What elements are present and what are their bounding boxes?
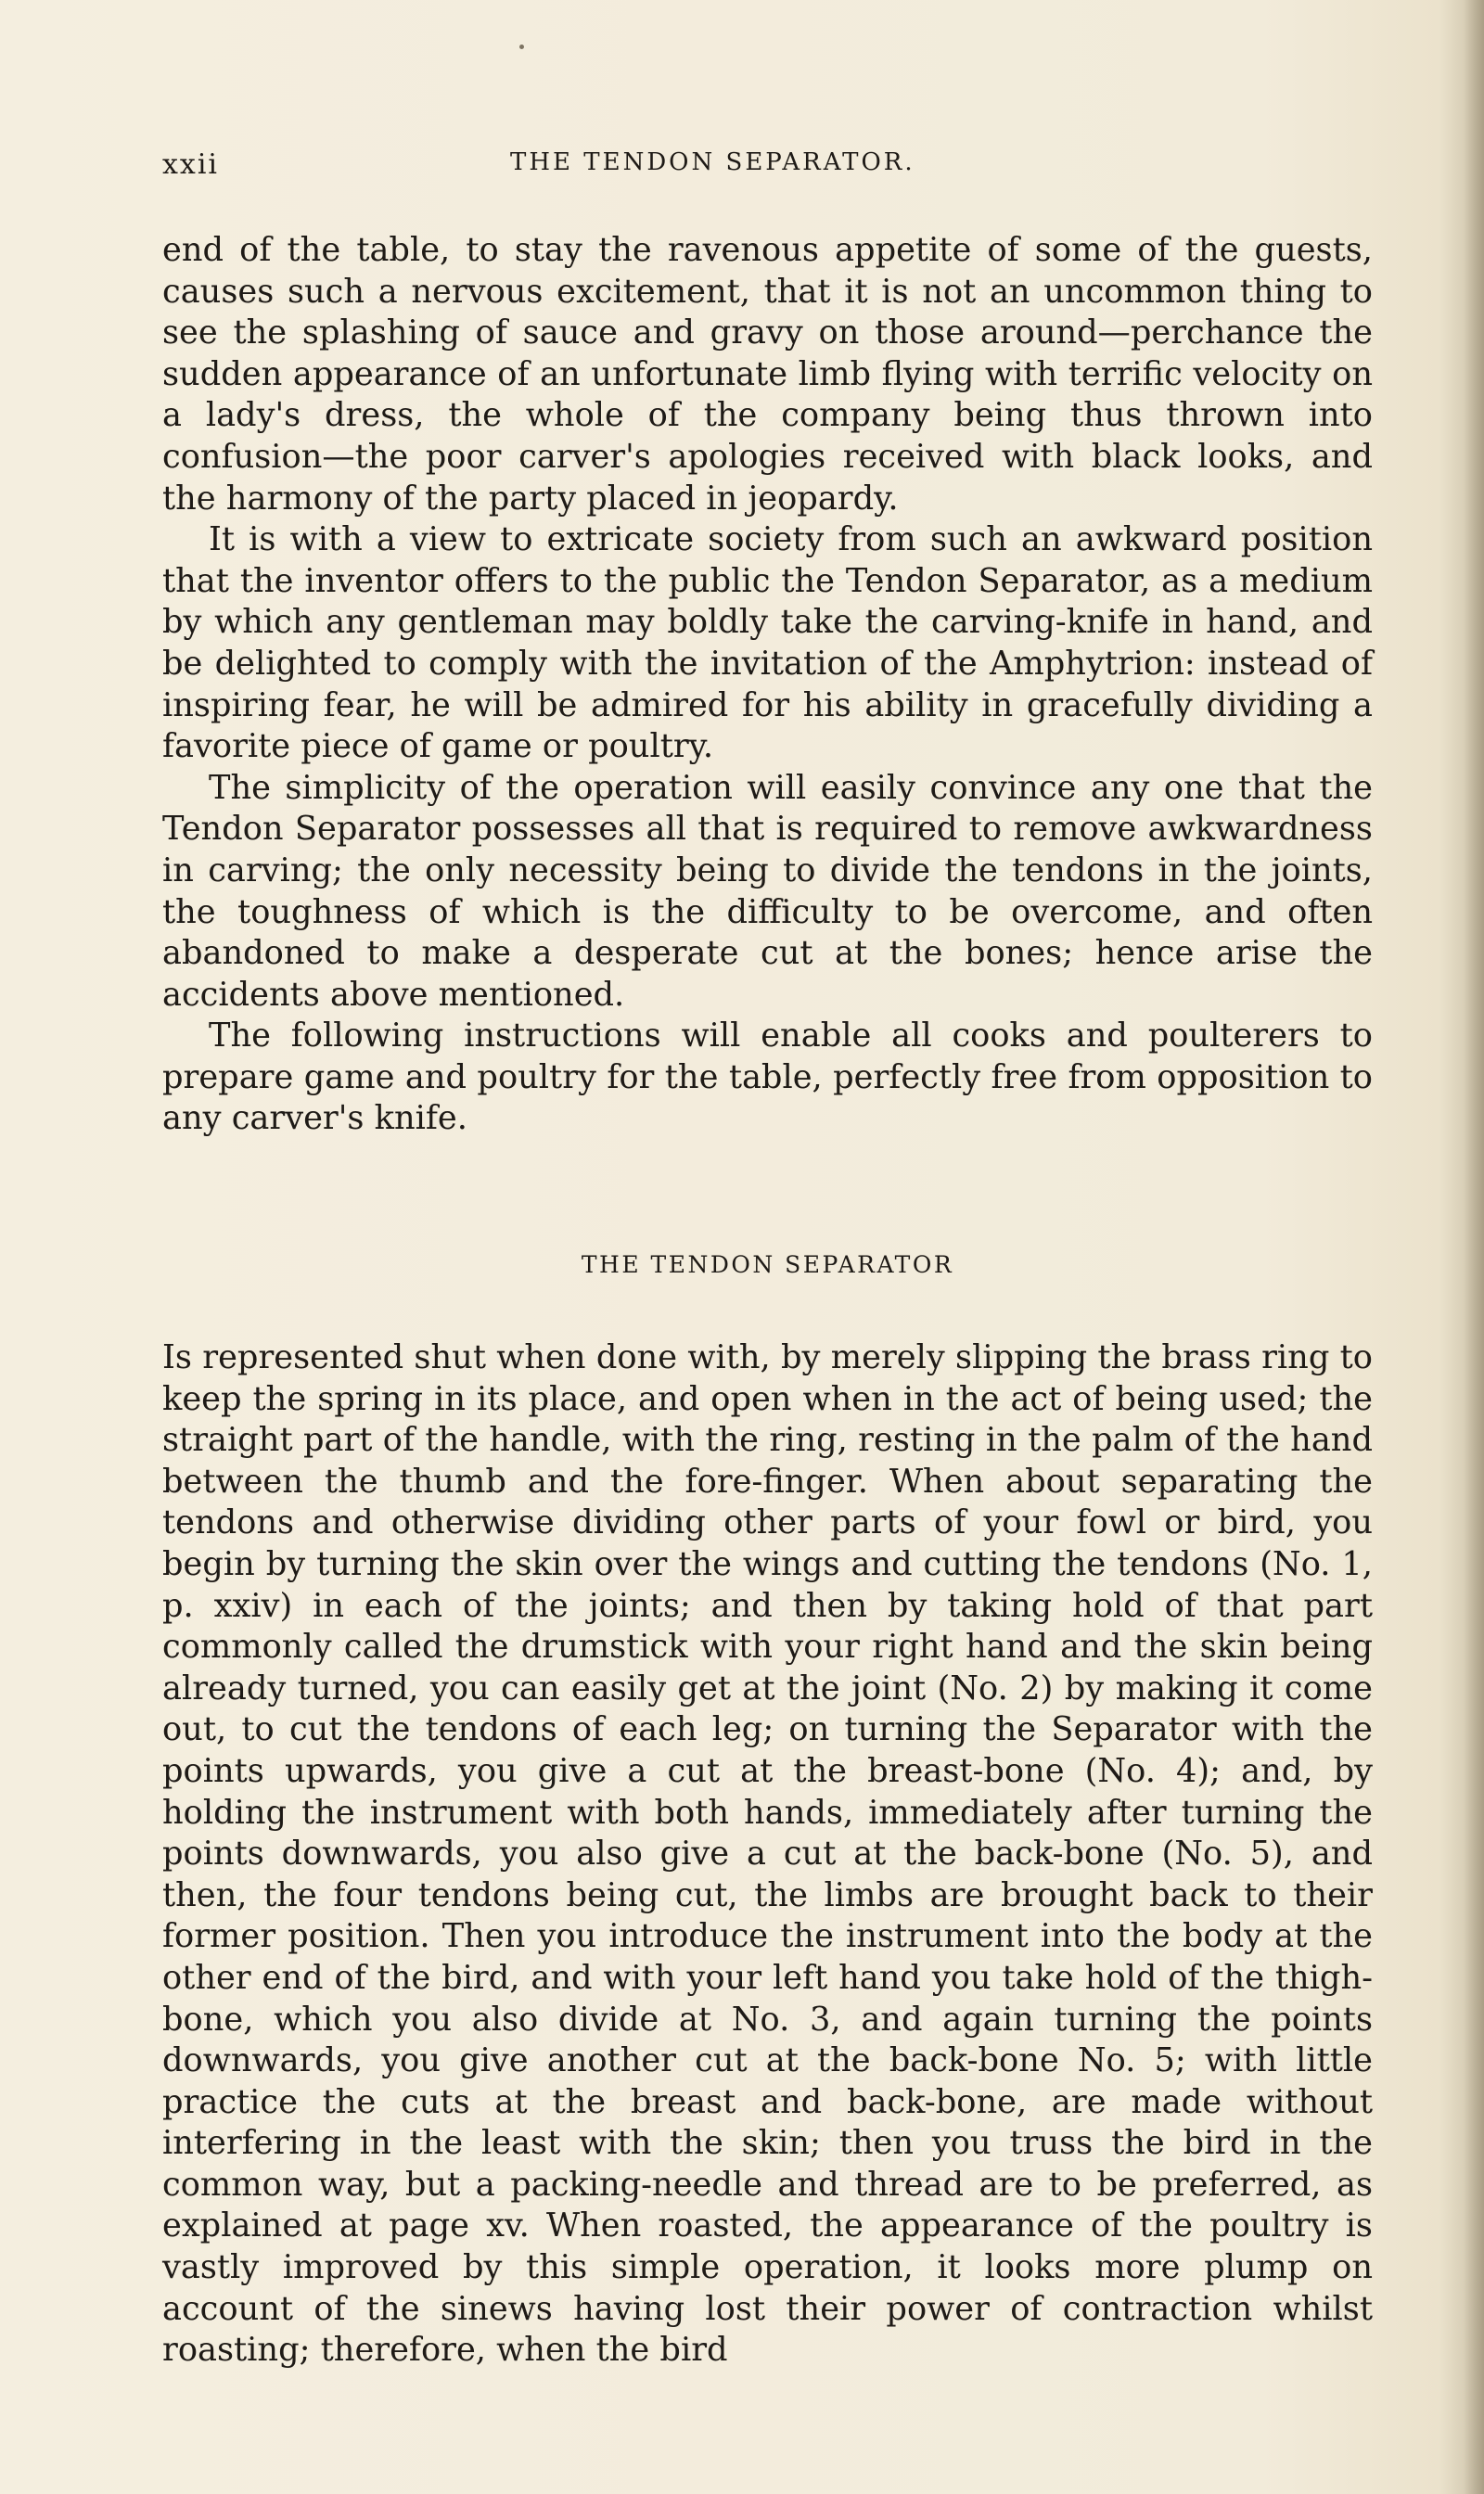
section-body (162, 1337, 1373, 2372)
paragraph-continuation: end of the table, to stay the ravenous appetite of some of the guests, causes such a nervous excitement, that it is not an uncommon thing to see the splashing of sauce and gravy on those around—perchance the sudden appearance of an unfortunate limb flying with terrific velocity on a lady's dress, the whole of the company being thus thrown into confusion—the poor carver's apologies received with black looks, and the harmony of the party placed in jeopardy. (162, 231, 1373, 518)
intro-text (162, 230, 1373, 1140)
running-title: THE TENDON SEPARATOR. (510, 148, 915, 176)
paragraph: The following instructions will enable all cooks and poulterers to prepare game and poultry for the table, perfectly free from opposition to any carver's knife. (162, 1017, 1373, 1138)
running-header (162, 148, 1368, 185)
section-heading: THE TENDON SEPARATOR (581, 1251, 954, 1278)
page-number: xxii (162, 148, 220, 181)
ink-speck (519, 45, 524, 49)
paragraph: The simplicity of the operation will easily convince any one that the Tendon Separator possesses all that is required to remove awkwardness in carving; the only necessity being to divide the tendons in the joints, the toughness of which is the difficulty to be overcome, and often abandoned to make a desperate cut at the bones; hence arise the accidents above mentioned. (162, 768, 1373, 1014)
page-edge-shadow (1464, 0, 1484, 2494)
paragraph: Is represented shut when done with, by merely slipping the brass ring to keep the spring in its place, and open when in the act of being used; the straight part of the handle, with the ring, resting in the palm of the hand between the thumb and the fore-finger. When about separating the tendons and otherwise dividing other parts of your fowl or bird, you begin by turning the skin over the wings and cutting the tendons (No. 1, p. xxiv) in each of the joints; and then by taking hold of that part commonly called the drumstick with your right hand and the skin being already turned, you can easily get at the joint (No. 2) by making it come out, to cut the tendons of each leg; on turning the Separator with the points upwards, you give a cut at the breast-bone (No. 4); and, by holding the instrument with both hands, immediately after turning the points downwards, you also give a cut at the back-bone (No. 5), and then, the four tendons being cut, the limbs are brought back to their former position. Then you introduce the instrument into the body at the other end of the bird, and with your left hand you take hold of the thigh-bone, which you also divide at No. 3, and again turning the points downwards, you give another cut at the back-bone No. 5; with little practice the cuts at the breast and back-bone, are made without interfering in the least with the skin; then you truss the bird in the common way, but a packing-needle and thread are to be preferred, as explained at page xv. When roasted, the appearance of the poultry is vastly improved by this simple operation, it looks more plump on account of the sinews having lost their power of contraction whilst roasting; therefore, when the bird (162, 1338, 1373, 2370)
paragraph: It is with a view to extricate society from such an awkward position that the inventor offers to the public the Tendon Separator, as a medium by which any gentleman may boldly take the carving-knife in hand, and be delighted to comply with the invitation of the Amphytrion: instead of inspiring fear, he will be admired for his ability in gracefully dividing a favorite piece of game or poultry. (162, 520, 1373, 766)
